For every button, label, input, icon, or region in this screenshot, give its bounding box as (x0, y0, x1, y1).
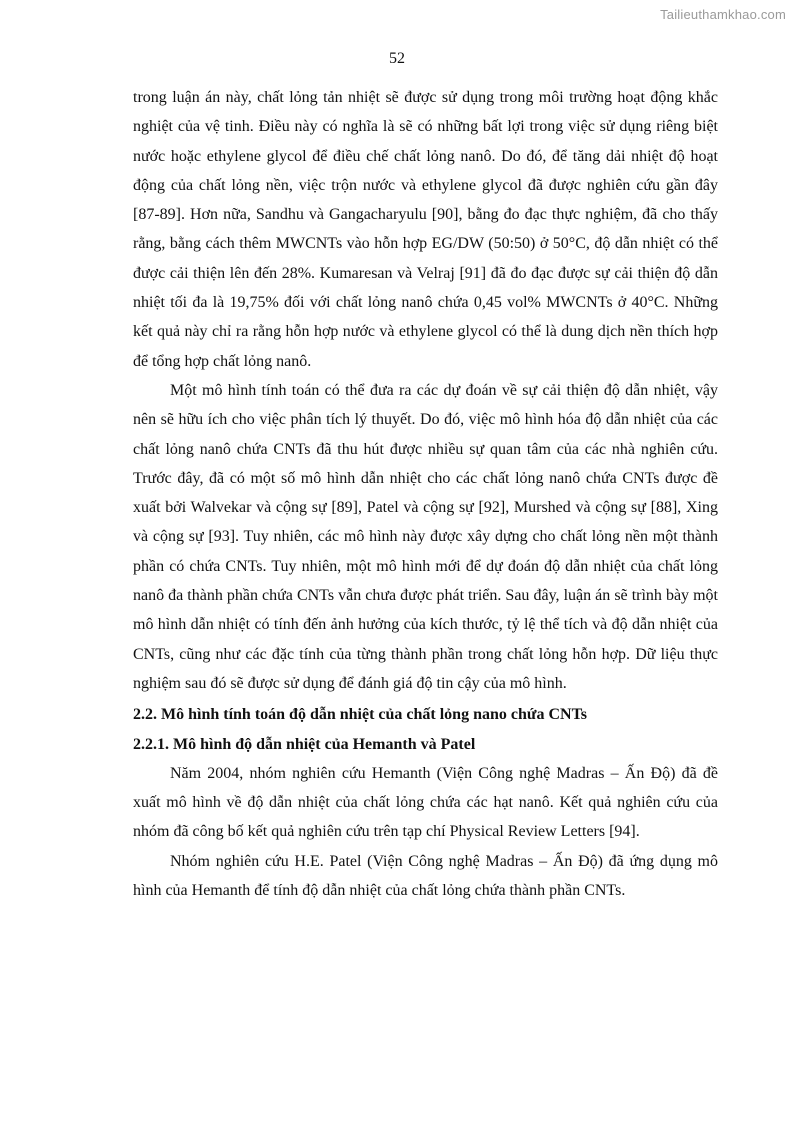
watermark: Tailieuthamkhao.com (660, 7, 786, 22)
page-number: 52 (389, 50, 405, 67)
paragraph-modeling: Một mô hình tính toán có thể đưa ra các dự đoán về sự cải thiện độ dẫn nhiệt, vậy nên sẽ hữu ích cho việc phân tích lý thuyết. Do đó, việc mô hình hóa độ dẫn nhiệt của các chất lỏng nanô chứa CNTs đã thu hút được nhiều sự quan tâm của các nhà nghiên cứu. Trước đây, đã có một số mô hình dẫn nhiệt cho các chất lỏng nanô chứa CNTs được đề xuất bởi Walvekar và cộng sự [89], Patel và cộng sự [92], Murshed và cộng sự [88], Xing và cộng sự [93]. Tuy nhiên, các mô hình này được xây dựng cho chất lỏng nền một thành phần có chứa CNTs. Tuy nhiên, một mô hình mới để dự đoán độ dẫn nhiệt của chất lỏng nanô đa thành phần chứa CNTs vẫn chưa được phát triển. Sau đây, luận án sẽ trình bày một mô hình dẫn nhiệt có tính đến ảnh hưởng của kích thước, tỷ lệ thể tích và độ dẫn nhiệt của CNTs, cũng như các đặc tính của từng thành phần trong chất lỏng hỗn hợp. Dữ liệu thực nghiệm sau đó sẽ được sử dụng để đánh giá độ tin cậy của mô hình. (133, 381, 718, 692)
section-heading: 2.2. Mô hình tính toán độ dẫn nhiệt của chất lỏng nano chứa CNTs (133, 706, 588, 724)
paragraph-hemanth: Năm 2004, nhóm nghiên cứu Hemanth (Viện Công nghệ Madras – Ấn Độ) đã đề xuất mô hình về độ dẫn nhiệt của chất lỏng chứa các hạt nanô. Kết quả nghiên cứu của nhóm đã công bố kết quả nghiên cứu trên tạp chí Physical Review Letters [94]. (133, 764, 718, 841)
paragraph-patel: Nhóm nghiên cứu H.E. Patel (Viện Công nghệ Madras – Ấn Độ) đã ứng dụng mô hình của Hemanth để tính độ dẫn nhiệt của chất lỏng chứa thành phần CNTs. (133, 852, 718, 900)
paragraph-continuation: trong luận án này, chất lỏng tản nhiệt sẽ được sử dụng trong môi trường hoạt động khắc nghiệt của vệ tinh. Điều này có nghĩa là sẽ có những bất lợi trong việc sử dụng riêng biệt nước hoặc ethylene glycol để điều chế chất lỏng nanô. Do đó, để tăng dải nhiệt độ hoạt động của chất lỏng nền, việc trộn nước và ethylene glycol đã được nghiên cứu gần đây [87-89]. Hơn nữa, Sandhu và Gangacharyulu [90], bằng đo đạc thực nghiệm, đã cho thấy rằng, bằng cách thêm MWCNTs vào hỗn hợp EG/DW (50:50) ở 50°C, độ dẫn nhiệt có thể được cải thiện lên đến 28%. Kumaresan và Velraj [91] đã đo đạc được sự cải thiện độ dẫn nhiệt tối đa là 19,75% đối với chất lỏng nanô chứa 0,45 vol% MWCNTs ở 40°C. Những kết quả này chỉ ra rằng hỗn hợp nước và ethylene glycol có thể là dung dịch nền thích hợp để tổng hợp chất lỏng nanô. (133, 89, 718, 370)
document-body (133, 83, 718, 905)
subsection-heading: 2.2.1. Mô hình độ dẫn nhiệt của Hemanth và Patel (133, 735, 476, 753)
